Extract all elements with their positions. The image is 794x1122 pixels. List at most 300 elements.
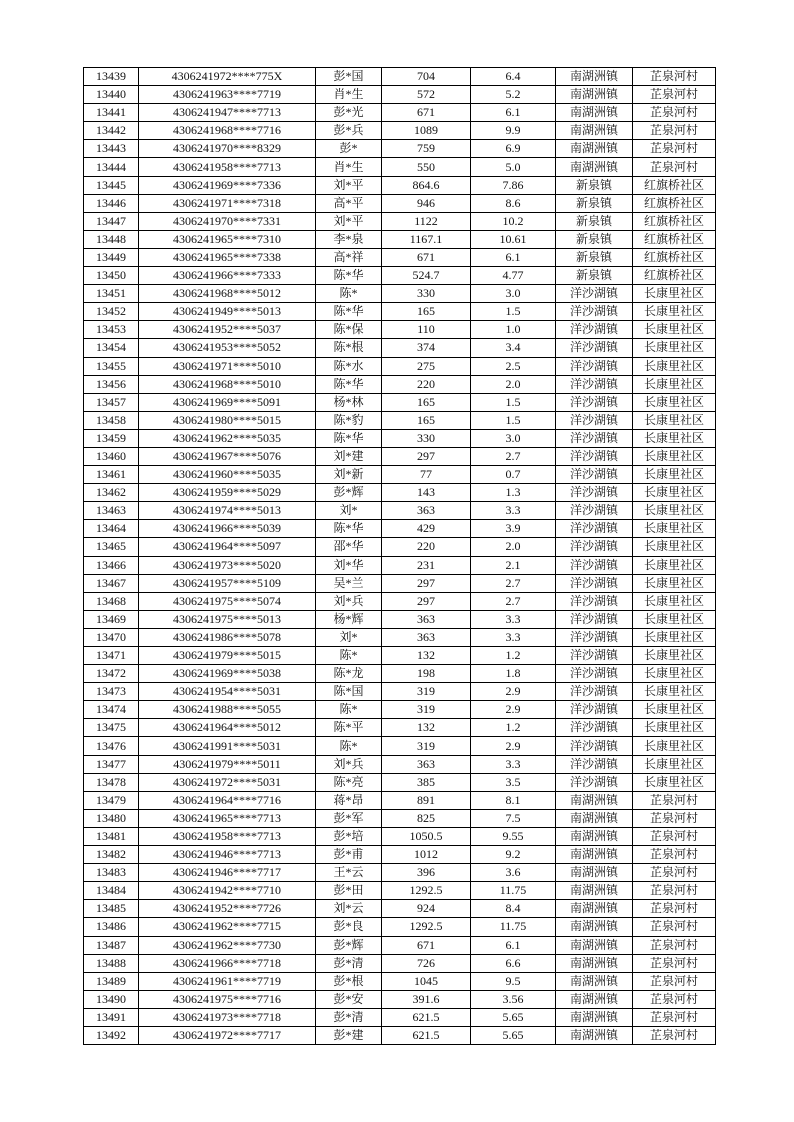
town-cell: 新泉镇: [556, 194, 633, 212]
amount-cell: 132: [382, 719, 471, 737]
amount-cell: 165: [382, 303, 471, 321]
name-cell: 陈*: [316, 285, 382, 303]
area-cell: 2.9: [471, 683, 556, 701]
serial-cell: 13451: [84, 285, 139, 303]
serial-cell: 13442: [84, 122, 139, 140]
name-cell: 杨*林: [316, 393, 382, 411]
table-row: [84, 466, 716, 484]
area-cell: 2.5: [471, 357, 556, 375]
area-cell: 4.77: [471, 267, 556, 285]
name-cell: 彭*田: [316, 882, 382, 900]
table-row: [84, 158, 716, 176]
village-cell: 长康里社区: [633, 484, 716, 502]
amount-cell: 132: [382, 647, 471, 665]
town-cell: 南湖洲镇: [556, 86, 633, 104]
town-cell: 洋沙湖镇: [556, 411, 633, 429]
id-number-cell: 4306241991****5031: [139, 737, 316, 755]
area-cell: 6.1: [471, 936, 556, 954]
village-cell: 长康里社区: [633, 411, 716, 429]
id-number-cell: 4306241965****7338: [139, 248, 316, 266]
amount-cell: 363: [382, 610, 471, 628]
amount-cell: 297: [382, 592, 471, 610]
town-cell: 洋沙湖镇: [556, 502, 633, 520]
town-cell: 南湖洲镇: [556, 791, 633, 809]
amount-cell: 330: [382, 285, 471, 303]
village-cell: 红旗桥社区: [633, 267, 716, 285]
area-cell: 3.4: [471, 339, 556, 357]
area-cell: 9.2: [471, 846, 556, 864]
name-cell: 刘*新: [316, 466, 382, 484]
area-cell: 7.86: [471, 176, 556, 194]
name-cell: 吴*兰: [316, 574, 382, 592]
serial-cell: 13479: [84, 791, 139, 809]
id-number-cell: 4306241975****5013: [139, 610, 316, 628]
name-cell: 彭*清: [316, 1008, 382, 1026]
amount-cell: 1292.5: [382, 918, 471, 936]
table-row: [84, 647, 716, 665]
town-cell: 洋沙湖镇: [556, 719, 633, 737]
table-row: [84, 882, 716, 900]
town-cell: 新泉镇: [556, 230, 633, 248]
id-number-cell: 4306241952****7726: [139, 900, 316, 918]
village-cell: 芷泉河村: [633, 140, 716, 158]
village-cell: 芷泉河村: [633, 122, 716, 140]
town-cell: 洋沙湖镇: [556, 466, 633, 484]
village-cell: 长康里社区: [633, 701, 716, 719]
village-cell: 长康里社区: [633, 556, 716, 574]
area-cell: 3.3: [471, 628, 556, 646]
serial-cell: 13485: [84, 900, 139, 918]
town-cell: 洋沙湖镇: [556, 339, 633, 357]
table-row: [84, 846, 716, 864]
name-cell: 陈*: [316, 647, 382, 665]
serial-cell: 13458: [84, 411, 139, 429]
village-cell: 长康里社区: [633, 719, 716, 737]
amount-cell: 621.5: [382, 1008, 471, 1026]
amount-cell: 524.7: [382, 267, 471, 285]
id-number-cell: 4306241968****5010: [139, 375, 316, 393]
serial-cell: 13474: [84, 701, 139, 719]
serial-cell: 13477: [84, 755, 139, 773]
amount-cell: 1167.1: [382, 230, 471, 248]
id-number-cell: 4306241975****5074: [139, 592, 316, 610]
amount-cell: 704: [382, 68, 471, 86]
village-cell: 芷泉河村: [633, 918, 716, 936]
table-row: [84, 339, 716, 357]
name-cell: 彭*根: [316, 972, 382, 990]
id-number-cell: 4306241965****7310: [139, 230, 316, 248]
serial-cell: 13478: [84, 773, 139, 791]
id-number-cell: 4306241966****7718: [139, 954, 316, 972]
amount-cell: 1050.5: [382, 827, 471, 845]
serial-cell: 13490: [84, 990, 139, 1008]
id-number-cell: 4306241962****7715: [139, 918, 316, 936]
serial-cell: 13467: [84, 574, 139, 592]
town-cell: 洋沙湖镇: [556, 484, 633, 502]
town-cell: 洋沙湖镇: [556, 429, 633, 447]
amount-cell: 396: [382, 864, 471, 882]
area-cell: 6.6: [471, 954, 556, 972]
serial-cell: 13489: [84, 972, 139, 990]
id-number-cell: 4306241946****7713: [139, 846, 316, 864]
area-cell: 9.9: [471, 122, 556, 140]
table-row: [84, 900, 716, 918]
town-cell: 洋沙湖镇: [556, 357, 633, 375]
table-row: [84, 737, 716, 755]
town-cell: 南湖洲镇: [556, 122, 633, 140]
area-cell: 3.56: [471, 990, 556, 1008]
amount-cell: 374: [382, 339, 471, 357]
village-cell: 芷泉河村: [633, 954, 716, 972]
village-cell: 芷泉河村: [633, 68, 716, 86]
table-row: [84, 429, 716, 447]
village-cell: 长康里社区: [633, 665, 716, 683]
amount-cell: 143: [382, 484, 471, 502]
id-number-cell: 4306241986****5078: [139, 628, 316, 646]
table-row: [84, 357, 716, 375]
name-cell: 刘*建: [316, 447, 382, 465]
name-cell: 彭*: [316, 140, 382, 158]
name-cell: 陈*华: [316, 520, 382, 538]
area-cell: 0.7: [471, 466, 556, 484]
area-cell: 3.0: [471, 429, 556, 447]
amount-cell: 621.5: [382, 1026, 471, 1044]
serial-cell: 13487: [84, 936, 139, 954]
table-row: [84, 267, 716, 285]
area-cell: 3.3: [471, 755, 556, 773]
village-cell: 长康里社区: [633, 375, 716, 393]
table-row: [84, 936, 716, 954]
table-row: [84, 556, 716, 574]
village-cell: 长康里社区: [633, 628, 716, 646]
serial-cell: 13480: [84, 809, 139, 827]
table-row: [84, 864, 716, 882]
amount-cell: 330: [382, 429, 471, 447]
town-cell: 洋沙湖镇: [556, 538, 633, 556]
name-cell: 彭*辉: [316, 936, 382, 954]
id-number-cell: 4306241973****5020: [139, 556, 316, 574]
name-cell: 彭*军: [316, 809, 382, 827]
village-cell: 芷泉河村: [633, 827, 716, 845]
name-cell: 李*泉: [316, 230, 382, 248]
area-cell: 1.3: [471, 484, 556, 502]
area-cell: 1.5: [471, 411, 556, 429]
table-row: [84, 212, 716, 230]
serial-cell: 13445: [84, 176, 139, 194]
table-row: [84, 755, 716, 773]
table-row: [84, 954, 716, 972]
amount-cell: 297: [382, 447, 471, 465]
village-cell: 长康里社区: [633, 647, 716, 665]
village-cell: 芷泉河村: [633, 972, 716, 990]
area-cell: 2.1: [471, 556, 556, 574]
amount-cell: 110: [382, 321, 471, 339]
id-number-cell: 4306241970****7331: [139, 212, 316, 230]
town-cell: 新泉镇: [556, 248, 633, 266]
serial-cell: 13470: [84, 628, 139, 646]
name-cell: 陈*根: [316, 339, 382, 357]
table-row: [84, 285, 716, 303]
village-cell: 长康里社区: [633, 429, 716, 447]
serial-cell: 13439: [84, 68, 139, 86]
village-cell: 芷泉河村: [633, 86, 716, 104]
name-cell: 邵*华: [316, 538, 382, 556]
amount-cell: 671: [382, 936, 471, 954]
amount-cell: 231: [382, 556, 471, 574]
amount-cell: 1122: [382, 212, 471, 230]
serial-cell: 13484: [84, 882, 139, 900]
id-number-cell: 4306241947****7713: [139, 104, 316, 122]
serial-cell: 13441: [84, 104, 139, 122]
name-cell: 彭*辉: [316, 484, 382, 502]
village-cell: 长康里社区: [633, 303, 716, 321]
area-cell: 3.6: [471, 864, 556, 882]
table-row: [84, 411, 716, 429]
id-number-cell: 4306241952****5037: [139, 321, 316, 339]
id-number-cell: 4306241966****7333: [139, 267, 316, 285]
serial-cell: 13457: [84, 393, 139, 411]
town-cell: 南湖洲镇: [556, 918, 633, 936]
amount-cell: 1012: [382, 846, 471, 864]
id-number-cell: 4306241967****5076: [139, 447, 316, 465]
serial-cell: 13468: [84, 592, 139, 610]
name-cell: 蒋*昂: [316, 791, 382, 809]
serial-cell: 13473: [84, 683, 139, 701]
town-cell: 洋沙湖镇: [556, 393, 633, 411]
name-cell: 刘*云: [316, 900, 382, 918]
name-cell: 彭*建: [316, 1026, 382, 1044]
id-number-cell: 4306241972****5031: [139, 773, 316, 791]
name-cell: 王*云: [316, 864, 382, 882]
serial-cell: 13462: [84, 484, 139, 502]
village-cell: 红旗桥社区: [633, 212, 716, 230]
village-cell: 芷泉河村: [633, 900, 716, 918]
name-cell: 彭*兵: [316, 122, 382, 140]
town-cell: 洋沙湖镇: [556, 556, 633, 574]
id-number-cell: 4306241971****5010: [139, 357, 316, 375]
name-cell: 肖*生: [316, 86, 382, 104]
table-row: [84, 665, 716, 683]
table-row: [84, 1008, 716, 1026]
village-cell: 芷泉河村: [633, 936, 716, 954]
town-cell: 南湖洲镇: [556, 882, 633, 900]
town-cell: 洋沙湖镇: [556, 321, 633, 339]
name-cell: 彭*清: [316, 954, 382, 972]
serial-cell: 13452: [84, 303, 139, 321]
table-row: [84, 122, 716, 140]
amount-cell: 165: [382, 393, 471, 411]
id-number-cell: 4306241949****5013: [139, 303, 316, 321]
town-cell: 南湖洲镇: [556, 809, 633, 827]
area-cell: 5.65: [471, 1008, 556, 1026]
serial-cell: 13449: [84, 248, 139, 266]
serial-cell: 13443: [84, 140, 139, 158]
amount-cell: 165: [382, 411, 471, 429]
town-cell: 洋沙湖镇: [556, 375, 633, 393]
name-cell: 刘*华: [316, 556, 382, 574]
area-cell: 2.0: [471, 375, 556, 393]
area-cell: 3.3: [471, 502, 556, 520]
name-cell: 陈*华: [316, 429, 382, 447]
amount-cell: 1292.5: [382, 882, 471, 900]
town-cell: 洋沙湖镇: [556, 610, 633, 628]
serial-cell: 13476: [84, 737, 139, 755]
serial-cell: 13444: [84, 158, 139, 176]
table-row: [84, 86, 716, 104]
table-row: [84, 303, 716, 321]
area-cell: 3.9: [471, 520, 556, 538]
name-cell: 彭*良: [316, 918, 382, 936]
amount-cell: 297: [382, 574, 471, 592]
town-cell: 南湖洲镇: [556, 1026, 633, 1044]
area-cell: 1.2: [471, 647, 556, 665]
name-cell: 陈*平: [316, 719, 382, 737]
id-number-cell: 4306241973****7718: [139, 1008, 316, 1026]
id-number-cell: 4306241964****5097: [139, 538, 316, 556]
name-cell: 刘*兵: [316, 592, 382, 610]
village-cell: 长康里社区: [633, 737, 716, 755]
amount-cell: 1045: [382, 972, 471, 990]
serial-cell: 13459: [84, 429, 139, 447]
serial-cell: 13486: [84, 918, 139, 936]
town-cell: 洋沙湖镇: [556, 701, 633, 719]
name-cell: 陈*华: [316, 267, 382, 285]
data-table: [83, 67, 716, 1045]
amount-cell: 319: [382, 683, 471, 701]
town-cell: 洋沙湖镇: [556, 665, 633, 683]
serial-cell: 13446: [84, 194, 139, 212]
table-row: [84, 809, 716, 827]
id-number-cell: 4306241946****7717: [139, 864, 316, 882]
area-cell: 5.2: [471, 86, 556, 104]
id-number-cell: 4306241974****5013: [139, 502, 316, 520]
area-cell: 7.5: [471, 809, 556, 827]
amount-cell: 220: [382, 375, 471, 393]
name-cell: 刘*: [316, 628, 382, 646]
table-row: [84, 773, 716, 791]
name-cell: 刘*: [316, 502, 382, 520]
name-cell: 陈*水: [316, 357, 382, 375]
table-row: [84, 628, 716, 646]
area-cell: 6.1: [471, 104, 556, 122]
name-cell: 彭*培: [316, 827, 382, 845]
name-cell: 高*祥: [316, 248, 382, 266]
table-row: [84, 248, 716, 266]
village-cell: 长康里社区: [633, 683, 716, 701]
area-cell: 3.3: [471, 610, 556, 628]
village-cell: 红旗桥社区: [633, 230, 716, 248]
area-cell: 3.0: [471, 285, 556, 303]
table-row: [84, 683, 716, 701]
village-cell: 长康里社区: [633, 321, 716, 339]
village-cell: 长康里社区: [633, 285, 716, 303]
name-cell: 肖*生: [316, 158, 382, 176]
amount-cell: 275: [382, 357, 471, 375]
serial-cell: 13464: [84, 520, 139, 538]
area-cell: 1.5: [471, 303, 556, 321]
table-row: [84, 520, 716, 538]
amount-cell: 671: [382, 104, 471, 122]
id-number-cell: 4306241972****775X: [139, 68, 316, 86]
village-cell: 芷泉河村: [633, 882, 716, 900]
area-cell: 10.2: [471, 212, 556, 230]
town-cell: 南湖洲镇: [556, 104, 633, 122]
serial-cell: 13492: [84, 1026, 139, 1044]
area-cell: 5.65: [471, 1026, 556, 1044]
town-cell: 南湖洲镇: [556, 140, 633, 158]
amount-cell: 924: [382, 900, 471, 918]
town-cell: 南湖洲镇: [556, 936, 633, 954]
village-cell: 芷泉河村: [633, 809, 716, 827]
village-cell: 红旗桥社区: [633, 176, 716, 194]
name-cell: 刘*平: [316, 176, 382, 194]
village-cell: 长康里社区: [633, 755, 716, 773]
table-row: [84, 502, 716, 520]
town-cell: 洋沙湖镇: [556, 285, 633, 303]
table-row: [84, 990, 716, 1008]
village-cell: 长康里社区: [633, 574, 716, 592]
id-number-cell: 4306241962****7730: [139, 936, 316, 954]
name-cell: 刘*兵: [316, 755, 382, 773]
area-cell: 3.5: [471, 773, 556, 791]
town-cell: 南湖洲镇: [556, 864, 633, 882]
serial-cell: 13456: [84, 375, 139, 393]
id-number-cell: 4306241972****7717: [139, 1026, 316, 1044]
serial-cell: 13472: [84, 665, 139, 683]
table-row: [84, 719, 716, 737]
table-row: [84, 393, 716, 411]
town-cell: 洋沙湖镇: [556, 773, 633, 791]
name-cell: 陈*: [316, 701, 382, 719]
town-cell: 洋沙湖镇: [556, 755, 633, 773]
amount-cell: 319: [382, 701, 471, 719]
serial-cell: 13488: [84, 954, 139, 972]
id-number-cell: 4306241960****5035: [139, 466, 316, 484]
id-number-cell: 4306241969****7336: [139, 176, 316, 194]
serial-cell: 13440: [84, 86, 139, 104]
village-cell: 长康里社区: [633, 592, 716, 610]
village-cell: 长康里社区: [633, 538, 716, 556]
village-cell: 长康里社区: [633, 502, 716, 520]
town-cell: 洋沙湖镇: [556, 520, 633, 538]
area-cell: 2.7: [471, 592, 556, 610]
village-cell: 长康里社区: [633, 773, 716, 791]
amount-cell: 891: [382, 791, 471, 809]
town-cell: 新泉镇: [556, 212, 633, 230]
village-cell: 芷泉河村: [633, 1008, 716, 1026]
table-row: [84, 827, 716, 845]
name-cell: 彭*甫: [316, 846, 382, 864]
area-cell: 10.61: [471, 230, 556, 248]
id-number-cell: 4306241971****7318: [139, 194, 316, 212]
table-row: [84, 140, 716, 158]
name-cell: 陈*保: [316, 321, 382, 339]
amount-cell: 671: [382, 248, 471, 266]
village-cell: 芷泉河村: [633, 1026, 716, 1044]
amount-cell: 363: [382, 502, 471, 520]
amount-cell: 363: [382, 628, 471, 646]
table-row: [84, 972, 716, 990]
town-cell: 南湖洲镇: [556, 158, 633, 176]
serial-cell: 13481: [84, 827, 139, 845]
serial-cell: 13450: [84, 267, 139, 285]
amount-cell: 946: [382, 194, 471, 212]
area-cell: 8.1: [471, 791, 556, 809]
town-cell: 洋沙湖镇: [556, 683, 633, 701]
table-row: [84, 791, 716, 809]
area-cell: 2.9: [471, 701, 556, 719]
id-number-cell: 4306241980****5015: [139, 411, 316, 429]
